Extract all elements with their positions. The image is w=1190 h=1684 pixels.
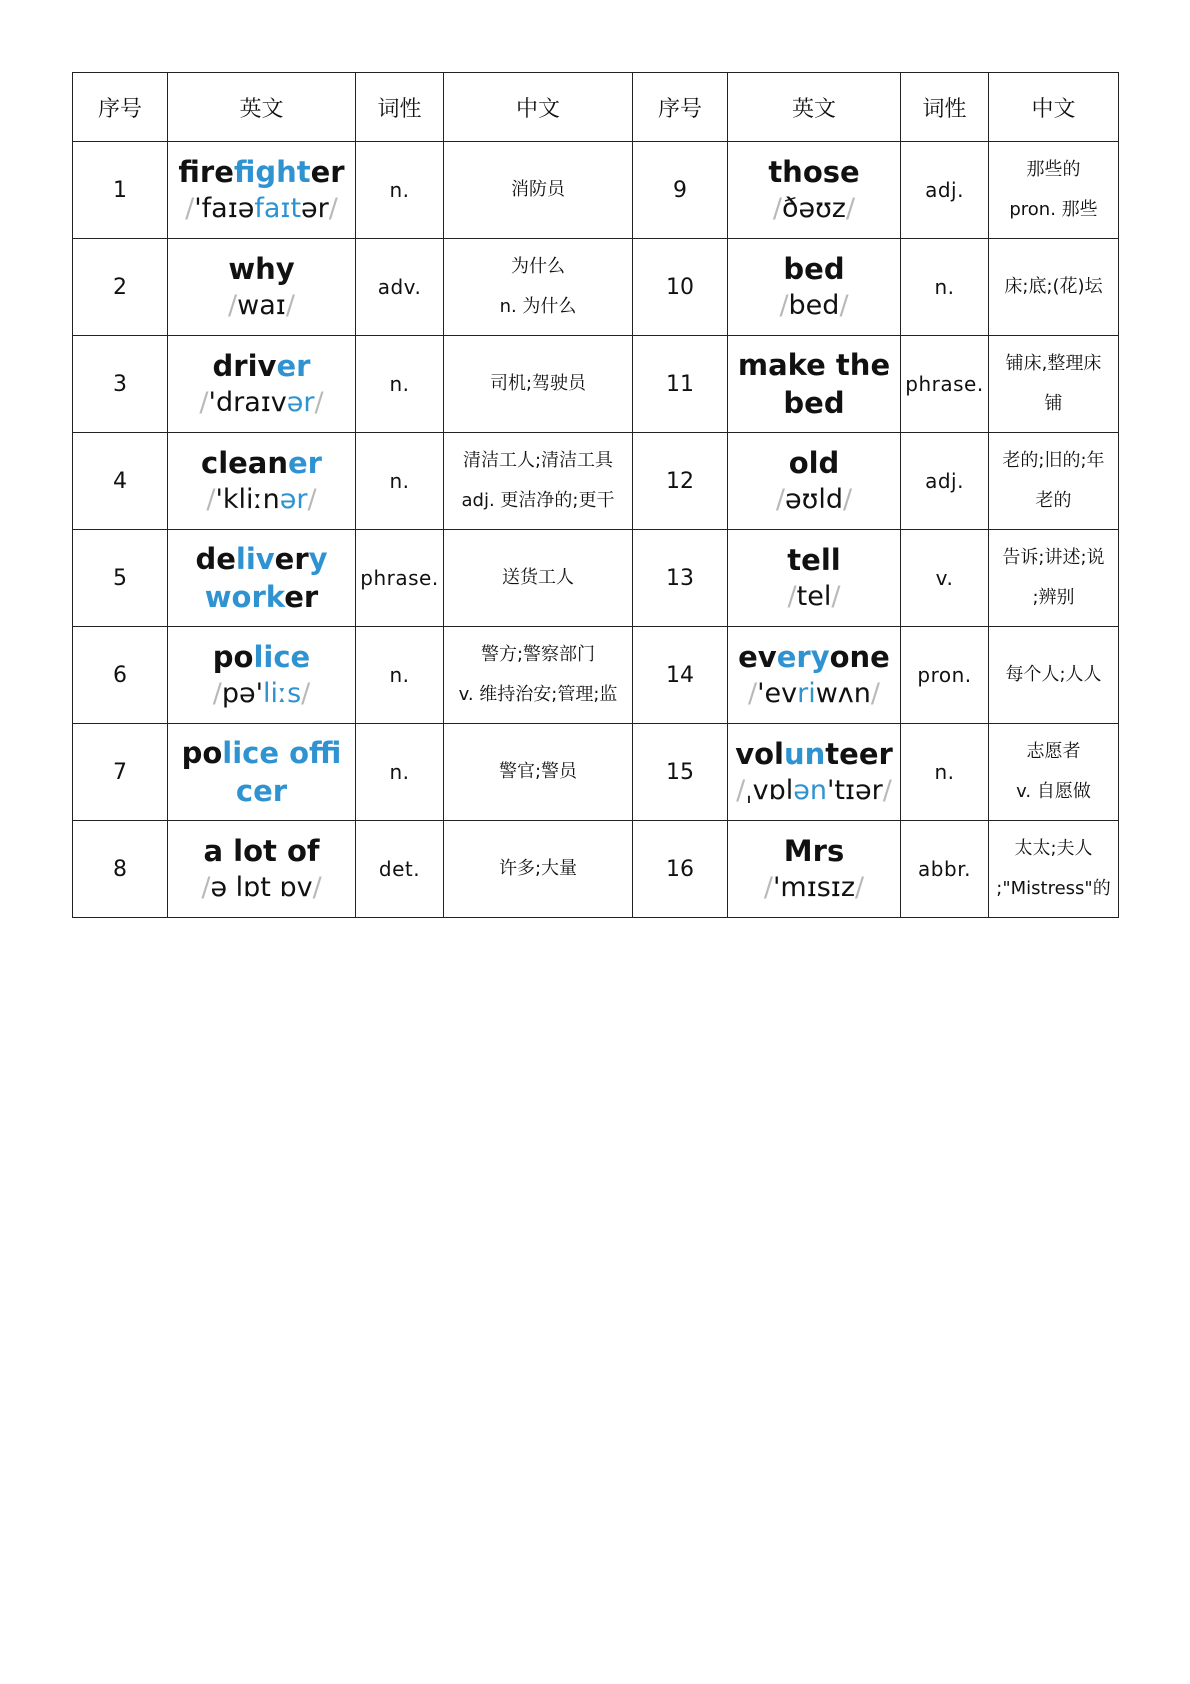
slash: / — [312, 872, 322, 903]
chinese-meaning: 司机;驾驶员 — [489, 373, 587, 394]
syllable: one — [829, 640, 890, 674]
chinese-cell — [989, 433, 1119, 530]
english-cell — [728, 336, 901, 433]
chinese-cell — [444, 239, 633, 336]
index-cell: 9 — [633, 142, 728, 239]
english-word — [728, 346, 900, 384]
chinese-meaning: 老的;旧的;年 — [1002, 450, 1105, 471]
english-cell — [728, 530, 901, 627]
highlighted-syllable: liv — [235, 542, 275, 576]
english-cell — [728, 821, 901, 918]
slash: / — [206, 484, 216, 515]
english-word — [728, 444, 900, 482]
phonetic-transcription — [728, 676, 900, 712]
chinese-meaning: 警官;警员 — [498, 761, 578, 782]
phoneme: əʊld — [785, 484, 843, 515]
chinese-cell — [989, 530, 1119, 627]
syllable: vol — [735, 737, 784, 771]
phoneme: pə' — [221, 678, 263, 709]
english-word — [168, 250, 355, 288]
highlighted-syllable: er — [276, 349, 311, 383]
header-index: 序号 — [633, 73, 728, 142]
english-word — [728, 832, 900, 870]
index-cell: 15 — [633, 724, 728, 821]
highlighted-phoneme: ri — [797, 678, 816, 709]
index-cell: 6 — [73, 627, 168, 724]
part-of-speech-cell: n. — [356, 724, 444, 821]
english-word — [168, 772, 355, 810]
syllable: those — [768, 155, 860, 189]
highlighted-phoneme: faɪt — [254, 193, 302, 224]
chinese-cell — [444, 142, 633, 239]
table-row — [73, 530, 1119, 627]
phoneme: bed — [788, 290, 840, 321]
chinese-cell — [444, 724, 633, 821]
english-word — [168, 578, 355, 616]
phoneme: ər — [301, 193, 329, 224]
phoneme: tel — [796, 581, 832, 612]
english-cell — [728, 142, 901, 239]
english-cell — [168, 530, 356, 627]
english-word — [728, 153, 900, 191]
syllable: Mrs — [783, 834, 845, 868]
index-cell: 4 — [73, 433, 168, 530]
english-word — [728, 735, 900, 773]
slash: / — [845, 193, 856, 224]
chinese-meaning: 许多;大量 — [498, 858, 578, 879]
english-cell — [168, 627, 356, 724]
chinese-meaning: 床;底;(花)坛 — [1004, 276, 1103, 297]
phoneme: 'ev — [757, 678, 798, 709]
part-of-speech-cell: n. — [356, 433, 444, 530]
chinese-meaning: 铺 — [1044, 393, 1063, 414]
index-cell: 13 — [633, 530, 728, 627]
part-of-speech-cell: det. — [356, 821, 444, 918]
header-english: 英文 — [168, 73, 356, 142]
chinese-cell — [989, 239, 1119, 336]
part-of-speech-cell: phrase. — [356, 530, 444, 627]
slash: / — [201, 872, 211, 903]
syllable: po — [181, 736, 223, 770]
english-cell — [728, 433, 901, 530]
chinese-meaning: ;辨别 — [1032, 587, 1075, 608]
index-cell: 7 — [73, 724, 168, 821]
slash: / — [839, 290, 849, 321]
index-cell: 2 — [73, 239, 168, 336]
slash: / — [199, 387, 209, 418]
part-of-speech-cell: n. — [356, 336, 444, 433]
english-word — [168, 734, 355, 772]
table-body — [73, 142, 1119, 918]
chinese-meaning: v. 维持治安;管理;监 — [458, 684, 618, 705]
phoneme: waɪ — [237, 290, 286, 321]
chinese-meaning: 老的 — [1035, 490, 1072, 511]
chinese-meaning: 送货工人 — [502, 567, 574, 588]
chinese-cell — [444, 530, 633, 627]
phoneme: ˌvɒl — [745, 775, 794, 806]
phonetic-transcription — [728, 482, 900, 518]
chinese-meaning: 警方;警察部门 — [480, 644, 596, 665]
syllable: make the — [737, 348, 891, 382]
table-row — [73, 142, 1119, 239]
part-of-speech-cell: v. — [901, 530, 989, 627]
syllable: clean — [201, 446, 289, 480]
english-word — [168, 832, 355, 870]
header-part-of-speech: 词性 — [901, 73, 989, 142]
phonetic-transcription — [168, 385, 355, 421]
english-word — [728, 384, 900, 422]
slash: / — [301, 678, 311, 709]
slash: / — [842, 484, 853, 515]
header-part-of-speech: 词性 — [356, 73, 444, 142]
highlighted-syllable: er — [288, 446, 322, 480]
chinese-cell — [989, 627, 1119, 724]
syllable: bed — [783, 386, 845, 420]
chinese-meaning: n. 为什么 — [499, 296, 577, 317]
index-cell: 11 — [633, 336, 728, 433]
english-cell — [168, 239, 356, 336]
header-chinese: 中文 — [989, 73, 1119, 142]
phoneme: 'draɪv — [208, 387, 287, 418]
english-word — [168, 444, 355, 482]
phonetic-transcription — [728, 870, 900, 906]
phonetic-transcription — [168, 676, 355, 712]
chinese-meaning: v. 自愿做 — [1016, 781, 1091, 802]
table-row — [73, 336, 1119, 433]
slash: / — [775, 484, 786, 515]
part-of-speech-cell: adj. — [901, 142, 989, 239]
chinese-cell — [444, 433, 633, 530]
highlighted-phoneme: liːs — [263, 678, 302, 709]
english-word — [728, 250, 900, 288]
slash: / — [763, 872, 773, 903]
phoneme: ðəʊz — [782, 193, 846, 224]
chinese-meaning: ;"Mistress"的 — [996, 878, 1111, 899]
part-of-speech-cell: n. — [901, 239, 989, 336]
slash: / — [787, 581, 797, 612]
phonetic-transcription — [728, 288, 900, 324]
chinese-meaning: 铺床,整理床 — [1005, 353, 1102, 374]
part-of-speech-cell: n. — [356, 142, 444, 239]
highlighted-syllable: y — [308, 542, 328, 576]
slash: / — [870, 678, 881, 709]
slash: / — [185, 193, 195, 224]
chinese-cell — [444, 821, 633, 918]
english-cell — [728, 627, 901, 724]
index-cell: 10 — [633, 239, 728, 336]
slash: / — [882, 775, 892, 806]
english-word — [728, 541, 900, 579]
phoneme: 'kliːn — [215, 484, 280, 515]
syllable: po — [212, 640, 254, 674]
index-cell: 5 — [73, 530, 168, 627]
index-cell: 3 — [73, 336, 168, 433]
highlighted-syllable: ery — [776, 640, 830, 674]
english-word — [168, 347, 355, 385]
chinese-meaning: 为什么 — [511, 256, 565, 277]
english-cell — [168, 142, 356, 239]
syllable: teer — [825, 737, 893, 771]
part-of-speech-cell: n. — [901, 724, 989, 821]
english-cell — [168, 724, 356, 821]
part-of-speech-cell: n. — [356, 627, 444, 724]
index-cell: 14 — [633, 627, 728, 724]
highlighted-phoneme: ər — [279, 484, 308, 515]
chinese-meaning: 每个人;人人 — [1005, 664, 1102, 685]
slash: / — [736, 775, 746, 806]
syllable: why — [228, 252, 295, 286]
syllable: er — [274, 542, 309, 576]
syllable: er — [284, 580, 319, 614]
highlighted-syllable: lice of — [222, 736, 342, 770]
part-of-speech-cell: abbr. — [901, 821, 989, 918]
chinese-meaning: 太太;夫人 — [1014, 838, 1093, 859]
english-cell — [728, 724, 901, 821]
header-row — [73, 73, 1119, 142]
slash: / — [307, 484, 317, 515]
english-cell — [728, 239, 901, 336]
english-word — [168, 153, 355, 191]
table-row — [73, 239, 1119, 336]
table-row — [73, 821, 1119, 918]
chinese-meaning: 志愿者 — [1026, 741, 1081, 762]
header-index: 序号 — [73, 73, 168, 142]
index-cell: 12 — [633, 433, 728, 530]
syllable: de — [195, 542, 236, 576]
part-of-speech-cell: adj. — [901, 433, 989, 530]
chinese-cell — [989, 724, 1119, 821]
table-row — [73, 724, 1119, 821]
chinese-meaning: 清洁工人;清洁工具 — [462, 450, 614, 471]
phoneme: 'faɪə — [194, 193, 255, 224]
header-chinese: 中文 — [444, 73, 633, 142]
part-of-speech-cell: phrase. — [901, 336, 989, 433]
chinese-cell — [444, 336, 633, 433]
syllable: tell — [787, 543, 841, 577]
english-cell — [168, 336, 356, 433]
phonetic-transcription — [168, 288, 355, 324]
highlighted-phoneme: ər — [286, 387, 315, 418]
chinese-cell — [989, 821, 1119, 918]
syllable: ev — [738, 640, 777, 674]
english-cell — [168, 433, 356, 530]
slash: / — [747, 678, 758, 709]
highlighted-syllable: cer — [235, 774, 288, 808]
highlighted-syllable: work — [204, 580, 285, 614]
syllable: er — [310, 155, 345, 189]
english-cell — [168, 821, 356, 918]
syllable: driv — [212, 349, 277, 383]
english-word — [168, 638, 355, 676]
vocabulary-sheet — [72, 72, 1118, 918]
english-word — [728, 638, 900, 676]
phoneme: 'mɪsɪz — [772, 872, 856, 903]
syllable: a lot of — [203, 834, 320, 868]
slash: / — [212, 678, 222, 709]
slash: / — [772, 193, 782, 224]
slash: / — [779, 290, 789, 321]
chinese-meaning: pron. 那些 — [1009, 199, 1098, 220]
header-english: 英文 — [728, 73, 901, 142]
phonetic-transcription — [728, 191, 900, 227]
part-of-speech-cell: adv. — [356, 239, 444, 336]
phonetic-transcription — [728, 773, 900, 809]
english-word — [168, 540, 355, 578]
chinese-meaning: 告诉;讲述;说 — [1002, 547, 1105, 568]
chinese-meaning: 消防员 — [511, 179, 565, 200]
phonetic-transcription — [168, 191, 355, 227]
table-row — [73, 433, 1119, 530]
slash: / — [314, 387, 324, 418]
index-cell: 8 — [73, 821, 168, 918]
highlighted-syllable: lice — [253, 640, 311, 674]
phonetic-transcription — [728, 579, 900, 615]
phoneme: 'tɪər — [827, 775, 883, 806]
phoneme: wʌn — [815, 678, 871, 709]
slash: / — [328, 193, 338, 224]
phoneme: ə lɒt ɒv — [210, 872, 313, 903]
chinese-meaning: 那些的 — [1026, 159, 1081, 180]
syllable: old — [788, 446, 840, 480]
syllable: bed — [783, 252, 845, 286]
slash: / — [855, 872, 865, 903]
highlighted-syllable: fight — [233, 155, 311, 189]
slash: / — [228, 290, 238, 321]
index-cell: 16 — [633, 821, 728, 918]
slash: / — [285, 290, 295, 321]
highlighted-syllable: un — [783, 737, 826, 771]
index-cell: 1 — [73, 142, 168, 239]
chinese-meaning: adj. 更洁净的;更干 — [461, 490, 615, 511]
highlighted-phoneme: ən — [793, 775, 827, 806]
slash: / — [831, 581, 841, 612]
phonetic-transcription — [168, 870, 355, 906]
syllable: fire — [178, 155, 234, 189]
chinese-cell — [989, 142, 1119, 239]
vocabulary-table — [72, 72, 1119, 918]
chinese-cell — [444, 627, 633, 724]
part-of-speech-cell: pron. — [901, 627, 989, 724]
table-row — [73, 627, 1119, 724]
phonetic-transcription — [168, 482, 355, 518]
chinese-cell — [989, 336, 1119, 433]
